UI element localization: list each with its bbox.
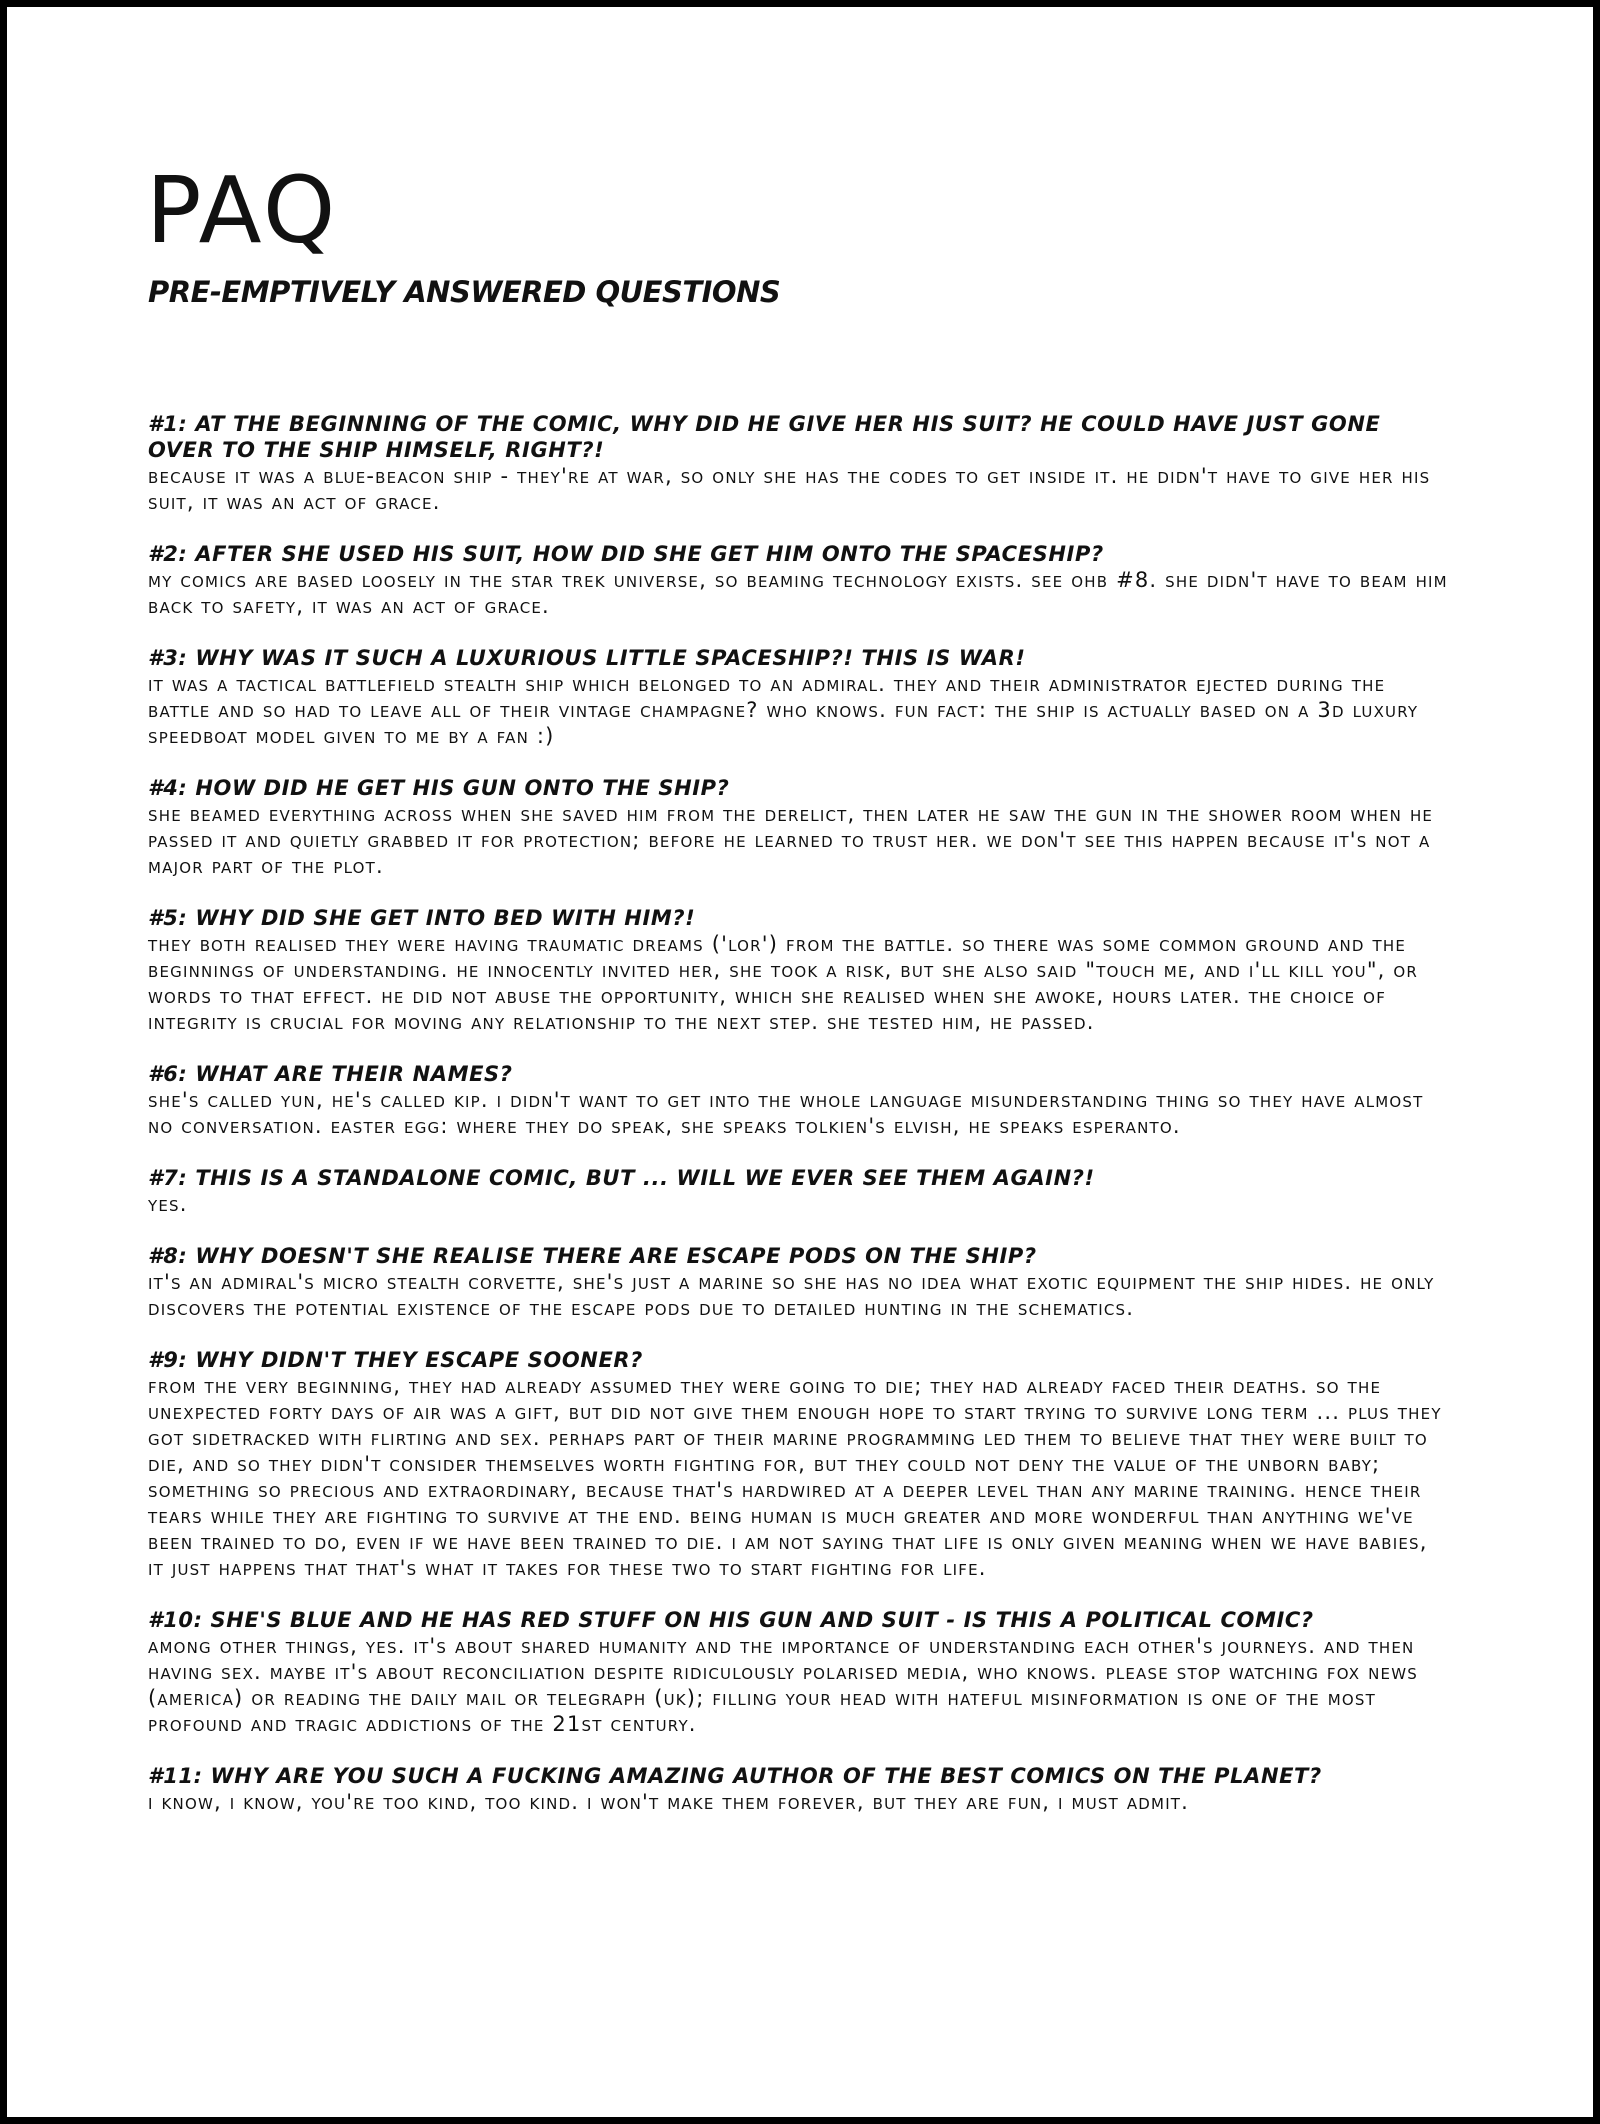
faq-question: #10: SHE'S BLUE AND HE HAS RED STUFF ON HIS GUN AND SUIT - IS THIS A POLITICAL COMIC?	[148, 1608, 1314, 1632]
faq-answer: she beamed everything across when she saved him from the derelict, then later he saw the gun in the shower room when he passed it and quietly grabbed it for protection; before he learned to trust her. we don't see this happen because it's not a major part of the plot.	[148, 802, 1434, 878]
faq-answer: among other things, yes. it's about shared humanity and the importance of understanding each other's journeys. and then having sex. maybe it's about reconciliation despite ridiculously polarised media, who knows. please stop watching fox news (america) or reading the daily mail or telegraph (uk); filling your head with hateful misinformation is one of the most profound and tragic addictions of the 21st century.	[148, 1634, 1418, 1736]
faq-answer: they both realised they were having traumatic dreams ('lor') from the battle. so there was some common ground and the beginnings of understanding. he innocently invited her, she took a risk, but she also said "touch me, and i'll kill you", or words to that effect. he did not abuse the opportunity, which she realised when she awoke, hours later. the choice of integrity is crucial for moving any relationship to the next step. she tested him, he passed.	[148, 932, 1419, 1034]
faq-item	[148, 1607, 1448, 1737]
faq-item	[148, 1347, 1448, 1581]
faq-item	[148, 775, 1448, 879]
faq-item	[148, 1165, 1448, 1217]
faq-answer: my comics are based loosely in the star trek universe, so beaming technology exists. see ohb #8. she didn't have to beam him back to safety, it was an act of grace.	[148, 568, 1448, 618]
faq-question: #5: WHY DID SHE GET INTO BED WITH HIM?!	[148, 906, 696, 930]
faq-item	[148, 1243, 1448, 1321]
faq-item	[148, 411, 1448, 515]
faq-question: #3: WHY WAS IT SUCH A LUXURIOUS LITTLE SPACESHIP?! THIS IS WAR!	[148, 646, 1026, 670]
faq-answer: yes.	[148, 1192, 188, 1216]
faq-question: #7: THIS IS A STANDALONE COMIC, BUT ... WILL WE EVER SEE THEM AGAIN?!	[148, 1166, 1095, 1190]
faq-list	[148, 411, 1448, 1841]
faq-question: #11: WHY ARE YOU SUCH A FUCKING AMAZING AUTHOR OF THE BEST COMICS ON THE PLANET?	[148, 1764, 1322, 1788]
faq-answer: because it was a blue-beacon ship - they're at war, so only she has the codes to get inside it. he didn't have to give her his suit, it was an act of grace.	[148, 464, 1431, 514]
faq-item	[148, 541, 1448, 619]
faq-item	[148, 1061, 1448, 1139]
faq-question: #4: HOW DID HE GET HIS GUN ONTO THE SHIP?	[148, 776, 730, 800]
faq-question: #2: AFTER SHE USED HIS SUIT, HOW DID SHE GET HIM ONTO THE SPACESHIP?	[148, 542, 1104, 566]
faq-question: #6: WHAT ARE THEIR NAMES?	[148, 1062, 513, 1086]
faq-answer: from the very beginning, they had already assumed they were going to die; they had already faced their deaths. so the unexpected forty days of air was a gift, but did not give them enough hope to start trying to survive long term ... plus they got sidetracked with flirting and sex. perhaps part of their marine programming led them to believe that they were built to die, and so they didn't consider themselves worth fighting for, but they could not deny the value of the unborn baby; something so precious and extraordinary, because that's hardwired at a deeper level than any marine training. hence their tears while they are fighting to survive at the end. being human is much greater and more wonderful than anything we've been trained to do, even if we have been trained to die. i am not saying that life is only given meaning when we have babies, it just happens that that's what it takes for these two to start fighting for life.	[148, 1374, 1442, 1580]
faq-question: #9: WHY DIDN'T THEY ESCAPE SOONER?	[148, 1348, 643, 1372]
faq-answer: she's called yun, he's called kip. i didn't want to get into the whole language misunderstanding thing so they have almost no conversation. easter egg: where they do speak, she speaks tolkien's elvish, he speaks esperanto.	[148, 1088, 1424, 1138]
faq-item	[148, 1763, 1448, 1815]
faq-question: #8: WHY DOESN'T SHE REALISE THERE ARE ESCAPE PODS ON THE SHIP?	[148, 1244, 1037, 1268]
faq-question: #1: AT THE BEGINNING OF THE COMIC, WHY DID HE GIVE HER HIS SUIT? HE COULD HAVE JUST GONE OVER TO THE SHIP HIMSELF, RIGHT?!	[148, 412, 1381, 462]
faq-answer: it was a tactical battlefield stealth ship which belonged to an admiral. they and their administrator ejected during the battle and so had to leave all of their vintage champagne? who knows. fun fact: the ship is actually based on a 3d luxury speedboat model given to me by a fan :)	[148, 672, 1419, 748]
page-subtitle: PRE-EMPTIVELY ANSWERED QUESTIONS	[148, 275, 781, 309]
faq-item	[148, 645, 1448, 749]
faq-answer: i know, i know, you're too kind, too kind. i won't make them forever, but they are fun, i must admit.	[148, 1790, 1190, 1814]
page-title: PAQ	[146, 157, 339, 264]
faq-item	[148, 905, 1448, 1035]
faq-answer: it's an admiral's micro stealth corvette, she's just a marine so she has no idea what exotic equipment the ship hides. he only discovers the potential existence of the escape pods due to detailed hunting in the schematics.	[148, 1270, 1435, 1320]
